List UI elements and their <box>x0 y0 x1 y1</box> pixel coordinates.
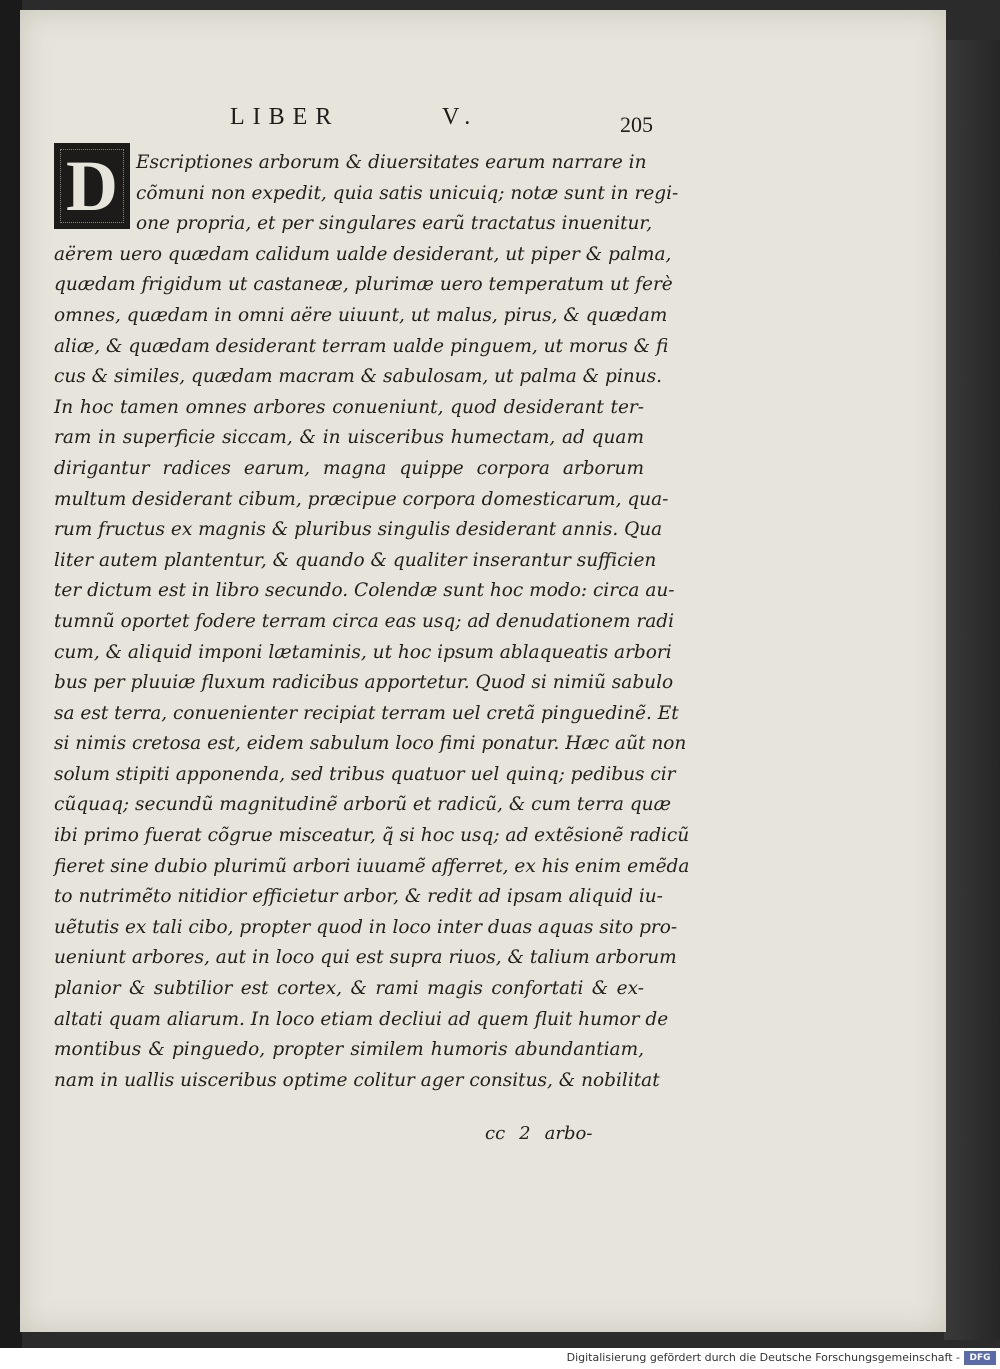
catchwords <box>485 1123 592 1144</box>
text-line: tumnũ oportet fodere terram circa eas usq; ad denudationem radi <box>54 610 674 632</box>
dfg-logo-icon[interactable]: DFG <box>964 1351 996 1365</box>
text-line: montibus & pinguedo, propter similem humoris abundantiam, <box>54 1039 644 1061</box>
text-line: Escriptiones arborum & diuersitates earum narrare in <box>136 152 647 173</box>
text-line: bus per pluuiæ fluxum radicibus apportetur. Quod si nimiũ sabulo <box>54 672 674 694</box>
text-line: ram in superficie siccam, & in uisceribus humectam, ad quam <box>54 427 644 449</box>
text-line: to nutrimẽto nitidior efficietur arbor, & redit ad ipsam aliquid iu- <box>54 886 663 908</box>
text-line: cum, & aliquid imponi lætaminis, ut hoc ipsum ablaqueatis arbori <box>54 641 672 663</box>
body-text <box>54 148 690 1096</box>
text-line: ter dictum est in libro secundo. Colendæ sunt hoc modo: circa au- <box>54 580 675 602</box>
running-title-liber: LIBER <box>230 104 340 130</box>
signature-number: 2 <box>519 1123 531 1144</box>
text-line: omnes, quædam in omni aëre uiuunt, ut malus, pirus, & quædam <box>54 304 668 326</box>
running-title-book-number: V. <box>442 104 479 130</box>
text-line: liter autem plantentur, & quando & qualiter inserantur sufficien <box>54 549 657 571</box>
text-line: sa est terra, conuenienter recipiat terram uel cretã pinguedinẽ. Et <box>54 702 679 724</box>
scan-background-left <box>0 0 22 1369</box>
text-line: planior & subtilior est cortex, & rami magis confortati & ex- <box>54 978 644 1000</box>
initial-letter: D <box>66 146 118 226</box>
text-line: solum stipiti apponenda, sed tribus quatuor uel quinq; pedibus cir <box>54 763 676 785</box>
text-line: si nimis cretosa est, eidem sabulum loco fimi ponatur. Hæc aũt non <box>54 733 687 755</box>
catchword: arbo- <box>544 1123 593 1144</box>
text-line: nam in uallis uisceribus optime colitur ager consitus, & nobilitat <box>54 1069 660 1091</box>
text-line: In hoc tamen omnes arbores conueniunt, quod desiderant ter- <box>54 396 644 418</box>
digitization-footer <box>0 1348 1000 1369</box>
text-line: aërem uero quædam calidum ualde desiderant, ut piper & palma, <box>54 243 672 265</box>
text-line: dirigantur radices earum, magna quippe corpora arborum <box>54 457 644 479</box>
text-line: ueniunt arbores, aut in loco qui est supra riuos, & talium arborum <box>54 947 677 969</box>
text-line: rum fructus ex magnis & pluribus singulis desiderant annis. Qua <box>54 519 663 541</box>
text-line: fieret sine dubio plurimũ arbori iuuamẽ afferret, ex his enim emẽda <box>54 855 690 877</box>
text-line: aliæ, & quædam desiderant terram ualde pinguem, ut morus & fi <box>54 335 669 357</box>
text-line: cũquaq; secundũ magnitudinẽ arborũ et radicũ, & cum terra quæ <box>54 794 671 816</box>
digitization-credit: Digitalisierung gefördert durch die Deutsche Forschungsgemeinschaft - <box>566 1351 960 1364</box>
text-line: uẽtutis ex tali cibo, propter quod in loco inter duas aquas sito pro- <box>54 916 678 938</box>
text-line: ibi primo fuerat cõgrue misceatur, q̃ si hoc usq; ad extẽsionẽ radicũ <box>54 825 690 847</box>
folio-number: 205 <box>620 112 653 137</box>
text-line: altati quam aliarum. In loco etiam decliui ad quem fluit humor de <box>54 1008 669 1030</box>
text-line: one propria, et per singulares earũ tractatus inuenitur, <box>136 213 653 235</box>
signature-mark: cc <box>485 1123 506 1144</box>
scan-background-right <box>944 40 1000 1340</box>
text-line: cus & similes, quædam macram & sabulosam, ut palma & pinus. <box>54 366 662 388</box>
text-line: cõmuni non expedit, quia satis unicuiq; notæ sunt in regi- <box>136 182 679 204</box>
running-head <box>230 104 630 131</box>
text-line: multum desiderant cibum, præcipue corpora domesticarum, qua- <box>54 488 669 510</box>
text-line: quædam frigidum ut castaneæ, plurimæ uero temperatum ut ferè <box>54 274 673 296</box>
